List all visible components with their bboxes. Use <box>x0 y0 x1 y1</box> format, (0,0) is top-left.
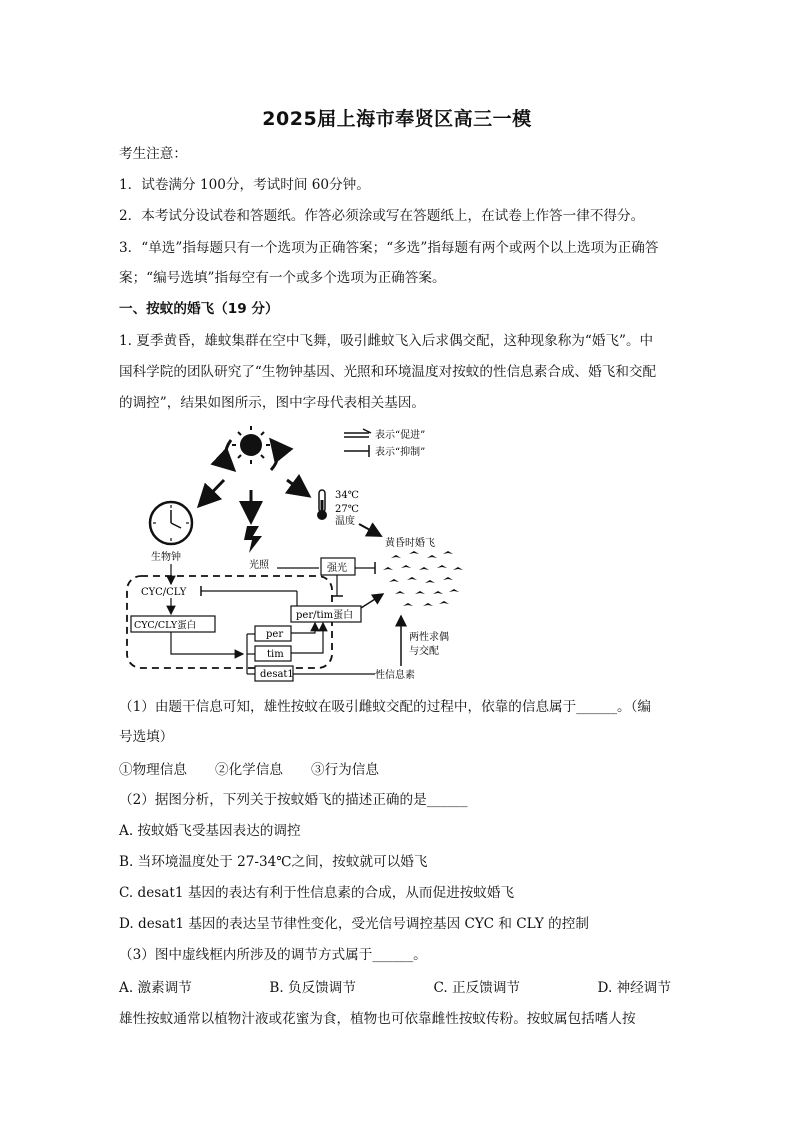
q1-sub2-stem: （2）据图分析，下列关于按蚊婚飞的描述正确的是______ <box>119 792 468 808</box>
svg-text:表示“促进”: 表示“促进” <box>375 430 426 441</box>
notice-item-3-cont: 案；“编号选填”指每空有一个或多个选项为正确答案。 <box>119 270 446 286</box>
temp-low: 27℃ <box>335 504 359 515</box>
q1-stem-line-2: 国科学院的团队研究了“生物钟基因、光照和环境温度对按蚊的性信息素合成、婚飞和交配 <box>119 364 657 380</box>
temp-label: 温度 <box>335 516 355 527</box>
q1-sub1-options <box>119 758 679 778</box>
notice-item-3: 3．“单选”指每题只有一个选项为正确答案；“多选”指每题有两个或两个以上选项为正确答 <box>119 240 659 256</box>
pheromone-label: 性信息素 <box>375 670 415 681</box>
legend-inhibit <box>344 445 425 458</box>
desat1-gene-box: desat1 <box>260 669 294 680</box>
sun-icon <box>232 426 270 464</box>
sub2-option-c[interactable]: C. desat1 基因的表达有利于性信息素的合成，从而促进按蚊婚飞 <box>119 885 515 901</box>
moon-icon <box>249 468 259 488</box>
per-tim-protein-box: per/tim蛋白 <box>296 610 354 621</box>
legend-promote <box>344 428 425 441</box>
q1-stem-line-3: 的调控”，结果如图所示，图中字母代表相关基因。 <box>119 395 426 411</box>
mating-label-1: 两性求偶 <box>409 632 449 643</box>
clock-icon <box>150 502 192 544</box>
page-title: 2025届上海市奉贤区高三一模 <box>262 108 532 130</box>
mating-label-2: 与交配 <box>409 646 439 657</box>
notice-item-1: 1．试卷满分 100分，考试时间 60分钟。 <box>119 177 370 193</box>
sub3-option-c[interactable]: C. 正反馈调节 <box>433 980 521 996</box>
q1-sub3-options <box>119 976 671 996</box>
q1-sub3-stem: （3）图中虚线框内所涉及的调节方式属于______。 <box>119 947 427 963</box>
strong-light-box: 强光 <box>327 563 347 574</box>
lightning-icon <box>244 526 262 553</box>
section-heading: 一、按蚊的婚飞（19 分） <box>119 301 279 317</box>
q1-stem-line-1: 1. 夏季黄昏，雄蚊集群在空中飞舞，吸引雌蚊飞入后求偶交配，这种现象称为“婚飞”。中 <box>119 333 654 349</box>
sub2-option-d[interactable]: D. desat1 基因的表达呈节律性变化，受光信号调控基因 CYC 和 CLY 的控制 <box>119 916 589 932</box>
notice-heading: 考生注意： <box>119 146 187 162</box>
q1-sub1-line-2: 号选填） <box>119 729 174 745</box>
cyc-cly-gene: CYC/CLY <box>141 587 187 598</box>
per-gene-box: per <box>266 629 284 640</box>
temp-high: 34℃ <box>335 490 359 501</box>
sub3-option-d[interactable]: D. 神经调节 <box>597 980 671 996</box>
sub3-option-b[interactable]: B. 负反馈调节 <box>269 980 356 996</box>
sub1-option-1[interactable]: ①物理信息 <box>119 762 187 778</box>
sub2-option-a[interactable]: A. 按蚊婚飞受基因表达的调控 <box>119 823 301 839</box>
notice-item-2: 2．本考试分设试卷和答题纸。作答必须涂或写在答题纸上，在试卷上作答一律不得分。 <box>119 208 645 224</box>
cyc-cly-protein-box: CYC/CLY蛋白 <box>134 620 197 631</box>
clock-label: 生物钟 <box>151 552 181 563</box>
sub1-option-2[interactable]: ②化学信息 <box>215 762 283 778</box>
regulation-diagram <box>119 418 479 688</box>
sub1-option-3[interactable]: ③行为信息 <box>311 762 379 778</box>
sub2-option-b[interactable]: B. 当环境温度处于 27-34℃之间，按蚊就可以婚飞 <box>119 854 428 870</box>
tim-gene-box: tim <box>267 649 284 660</box>
sub3-option-a[interactable]: A. 激素调节 <box>119 980 192 996</box>
thermometer-icon <box>317 490 327 520</box>
dusk-flight-label: 黄昏时婚飞 <box>385 538 435 549</box>
continuation-text: 雄性按蚊通常以植物汁液或花蜜为食，植物也可依靠雌性按蚊传粉。按蚊属包括嗜人按 <box>119 1011 636 1027</box>
q1-sub1-line-1: （1）由题干信息可知，雄性按蚊在吸引雌蚊交配的过程中，依靠的信息属于______。（编 <box>119 699 652 715</box>
mosquito-swarm-icon <box>383 551 463 606</box>
light-label: 光照 <box>249 560 269 571</box>
svg-text:表示“抑制”: 表示“抑制” <box>375 447 426 458</box>
